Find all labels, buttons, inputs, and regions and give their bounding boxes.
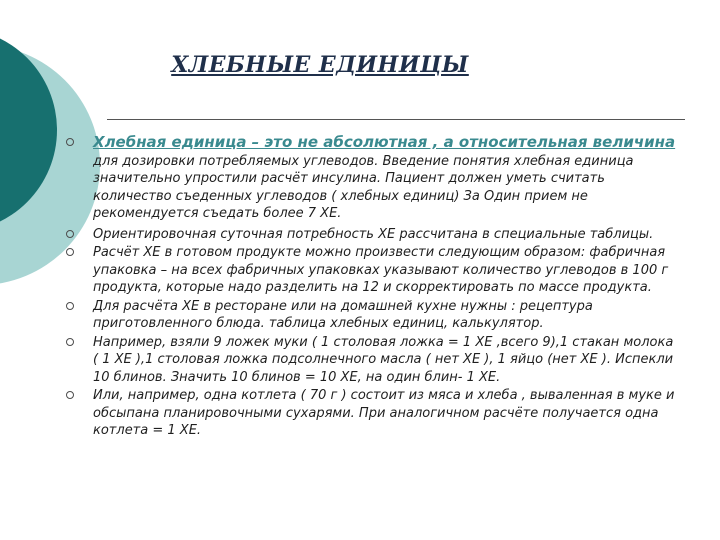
slide-title: ХЛЕБНЫЕ ЕДИНИЦЫ bbox=[171, 52, 469, 78]
bullet-circle-icon bbox=[66, 248, 74, 256]
bullet-circle-icon bbox=[66, 338, 74, 346]
bullet-item bbox=[66, 134, 678, 223]
bullet-item bbox=[66, 387, 678, 440]
bullet-text: Расчёт ХЕ в готовом продукте можно произвести следующим образом: фабричная упаковка – на всех фабричных упаковках указывают количество углеводов в 100 г продукта, которые надо разделить на 12 и скорректировать по массе продукта. bbox=[93, 245, 669, 295]
bullet-text: Или, например, одна котлета ( 70 г ) состоит из мяса и хлеба , вываленная в муке и обсыпана планировочными сухарями. При аналогичном расчёте получается одна котлета = 1 ХЕ. bbox=[93, 388, 675, 438]
bullet-text: Для расчёта ХЕ в ресторане или на домашней кухне нужны : рецептура приготовленного блюда. таблица хлебных единиц, калькулятор. bbox=[93, 298, 593, 331]
title-divider bbox=[107, 119, 685, 120]
bullet-item bbox=[66, 226, 678, 244]
bullet-text: Ориентировочная суточная потребность ХЕ рассчитана в специальные таблицы. bbox=[93, 226, 654, 242]
bullet-item bbox=[66, 244, 678, 297]
bullet-list bbox=[66, 134, 678, 440]
bullet-item bbox=[66, 298, 678, 333]
bullet-lead-text: Хлебная единица – это не абсолютная , а относительная величина bbox=[93, 133, 676, 151]
slide-content bbox=[66, 134, 678, 440]
bullet-circle-icon bbox=[66, 302, 74, 310]
bullet-circle-icon bbox=[66, 391, 74, 399]
bullet-circle-icon bbox=[66, 138, 74, 146]
bullet-text: для дозировки потребляемых углеводов. Введение понятия хлебная единица значительно упростили расчёт инсулина. Пациент должен уметь считать количество съеденных углеводов ( хлебных единиц) За Один прием не рекомендуется съедать более 7 ХЕ. bbox=[93, 153, 634, 221]
bullet-item bbox=[66, 334, 678, 387]
bullet-text: Например, взяли 9 ложек муки ( 1 столовая ложка = 1 ХЕ ,всего 9),1 стакан молока ( 1 ХЕ ),1 столовая ложка подсолнечного масла ( нет ХЕ ), 1 яйцо (нет ХЕ ). Испекли 10 блинов. Значить 10 блинов = 10 ХЕ, на один блин- 1 ХЕ. bbox=[93, 334, 674, 385]
bullet-circle-icon bbox=[66, 230, 74, 238]
